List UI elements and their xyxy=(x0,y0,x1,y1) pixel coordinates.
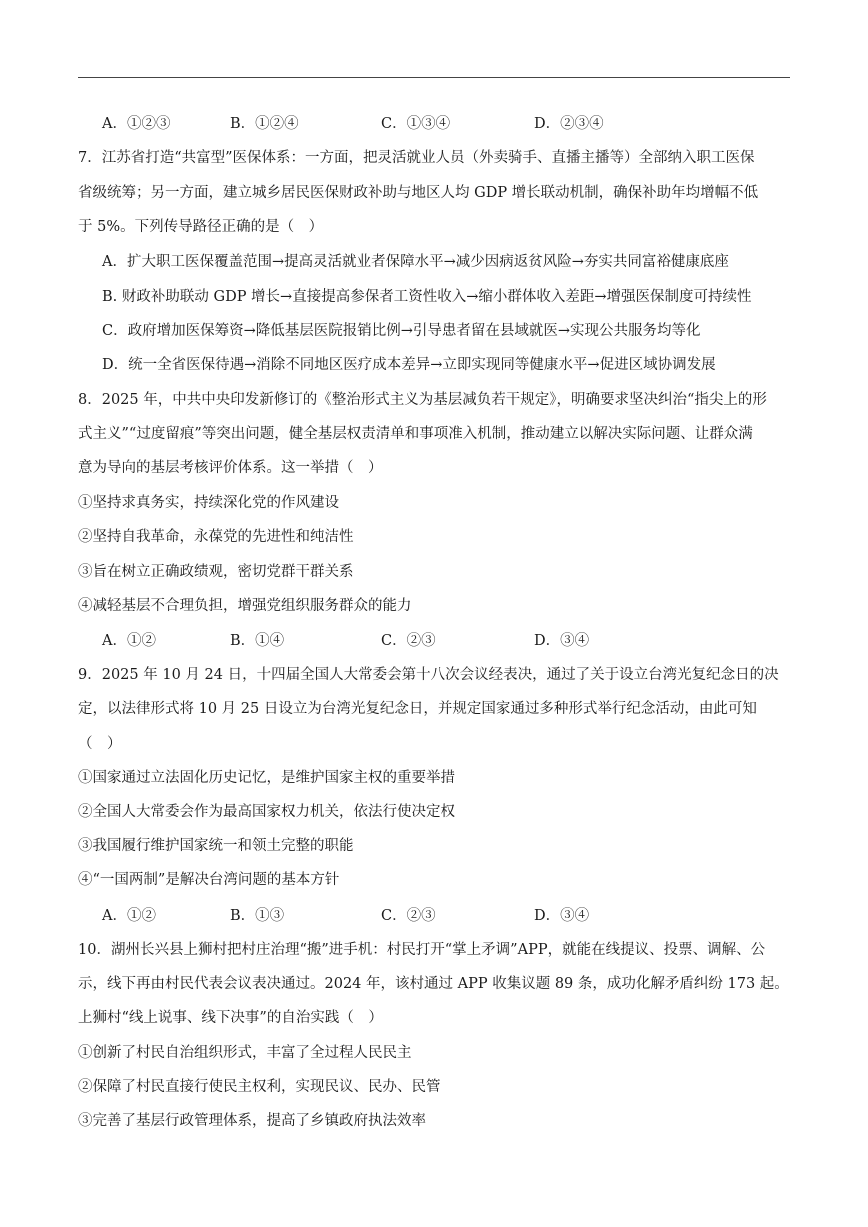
q10-statement: ②保障了村民直接行使民主权利，实现民议、民办、民管 xyxy=(78,1079,441,1095)
q10-statement: ③完善了基层行政管理体系，提高了乡镇政府执法效率 xyxy=(78,1113,426,1129)
header-rule xyxy=(78,77,790,78)
q6-choices xyxy=(102,114,790,134)
q7-option-a[interactable]: A．扩大职工医保覆盖范围→提高灵活就业者保障水平→减少因病返贫风险→夯实共同富裕健康底座 xyxy=(102,254,729,270)
q8-statement: ④减轻基层不合理负担，增强党组织服务群众的能力 xyxy=(78,598,412,614)
q9-statement: ③我国履行维护国家统一和领土完整的职能 xyxy=(78,838,354,854)
q7-stem-line: 省级统筹；另一方面，建立城乡居民医保财政补助与地区人均 GDP 增长联动机制，确保补助年均增幅不低 xyxy=(78,185,759,201)
q7-option-c[interactable]: C．政府增加医保筹资→降低基层医院报销比例→引导患者留在县域就医→实现公共服务均等化 xyxy=(102,323,701,339)
q10-stem-line: 示，线下再由村民代表会议表决通过。2024 年，该村通过 APP 收集议题 89 条，成功化解矛盾纠纷 173 起。 xyxy=(78,976,789,992)
q7-stem-line: 于 5%。下列传导路径正确的是（ ） xyxy=(78,219,324,235)
q8-stem-line: 意为导向的基层考核评价体系。这一举措（ ） xyxy=(78,460,383,476)
q9-choices xyxy=(102,906,790,926)
q8-choice-d[interactable]: D．③④ xyxy=(534,633,590,649)
q9-choice-d[interactable]: D．③④ xyxy=(534,908,590,924)
q6-choice-c[interactable]: C．①③④ xyxy=(381,116,451,132)
q8-statement: ②坚持自我革命，永葆党的先进性和纯洁性 xyxy=(78,529,354,545)
q9-choice-c[interactable]: C．②③ xyxy=(381,908,436,924)
q10-stem-line: 10．湖州长兴县上狮村把村庄治理“搬”进手机：村民打开“掌上矛调”APP，就能在线提议、投票、调解、公 xyxy=(78,942,766,958)
q9-stem-line: 9．2025 年 10 月 24 日，十四届全国人大常委会第十八次会议经表决，通过了关于设立台湾光复纪念日的决 xyxy=(78,667,779,683)
q8-stem-line: 8．2025 年，中共中央印发新修订的《整治形式主义为基层减负若干规定》，明确要求坚决纠治“指尖上的形 xyxy=(78,392,767,408)
q9-statement: ②全国人大常委会作为最高国家权力机关，依法行使决定权 xyxy=(78,804,455,820)
q8-statement: ③旨在树立正确政绩观，密切党群干群关系 xyxy=(78,564,354,580)
q7-option-b[interactable]: B. 财政补助联动 GDP 增长→直接提高参保者工资性收入→缩小群体收入差距→增强医保制度可持续性 xyxy=(102,289,752,305)
q6-choice-d[interactable]: D．②③④ xyxy=(534,116,604,132)
q8-stem-line: 式主义”“过度留痕”等突出问题，健全基层权责清单和事项准入机制，推动建立以解决实际问题、让群众满 xyxy=(78,426,753,442)
q9-statement: ①国家通过立法固化历史记忆，是维护国家主权的重要举措 xyxy=(78,770,455,786)
q10-statement: ①创新了村民自治组织形式，丰富了全过程人民民主 xyxy=(78,1045,412,1061)
q7-option-d[interactable]: D．统一全省医保待遇→消除不同地区医疗成本差异→立即实现同等健康水平→促进区域协调发展 xyxy=(102,357,716,373)
q8-choice-b[interactable]: B．①④ xyxy=(230,633,285,649)
q7-stem-line: 7．江苏省打造“共富型”医保体系：一方面，把灵活就业人员（外卖骑手、直播主播等）全部纳入职工医保 xyxy=(78,150,755,166)
q9-stem-line: （ ） xyxy=(78,736,122,752)
q6-choice-b[interactable]: B．①②④ xyxy=(230,116,299,132)
q10-stem-line: 上狮村“线上说事、线下决事”的自治实践（ ） xyxy=(78,1010,383,1026)
q8-statement: ①坚持求真务实，持续深化党的作风建设 xyxy=(78,495,339,511)
q8-choice-a[interactable]: A．①② xyxy=(102,633,156,649)
q9-stem-line: 定，以法律形式将 10 月 25 日设立为台湾光复纪念日，并规定国家通过多种形式举行纪念活动，由此可知 xyxy=(78,701,757,717)
q9-choice-a[interactable]: A．①② xyxy=(102,908,156,924)
q8-choices xyxy=(102,631,790,651)
q9-choice-b[interactable]: B．①③ xyxy=(230,908,285,924)
q8-choice-c[interactable]: C．②③ xyxy=(381,633,436,649)
q9-statement: ④“一国两制”是解决台湾问题的基本方针 xyxy=(78,872,340,888)
q6-choice-a[interactable]: A．①②③ xyxy=(102,116,171,132)
